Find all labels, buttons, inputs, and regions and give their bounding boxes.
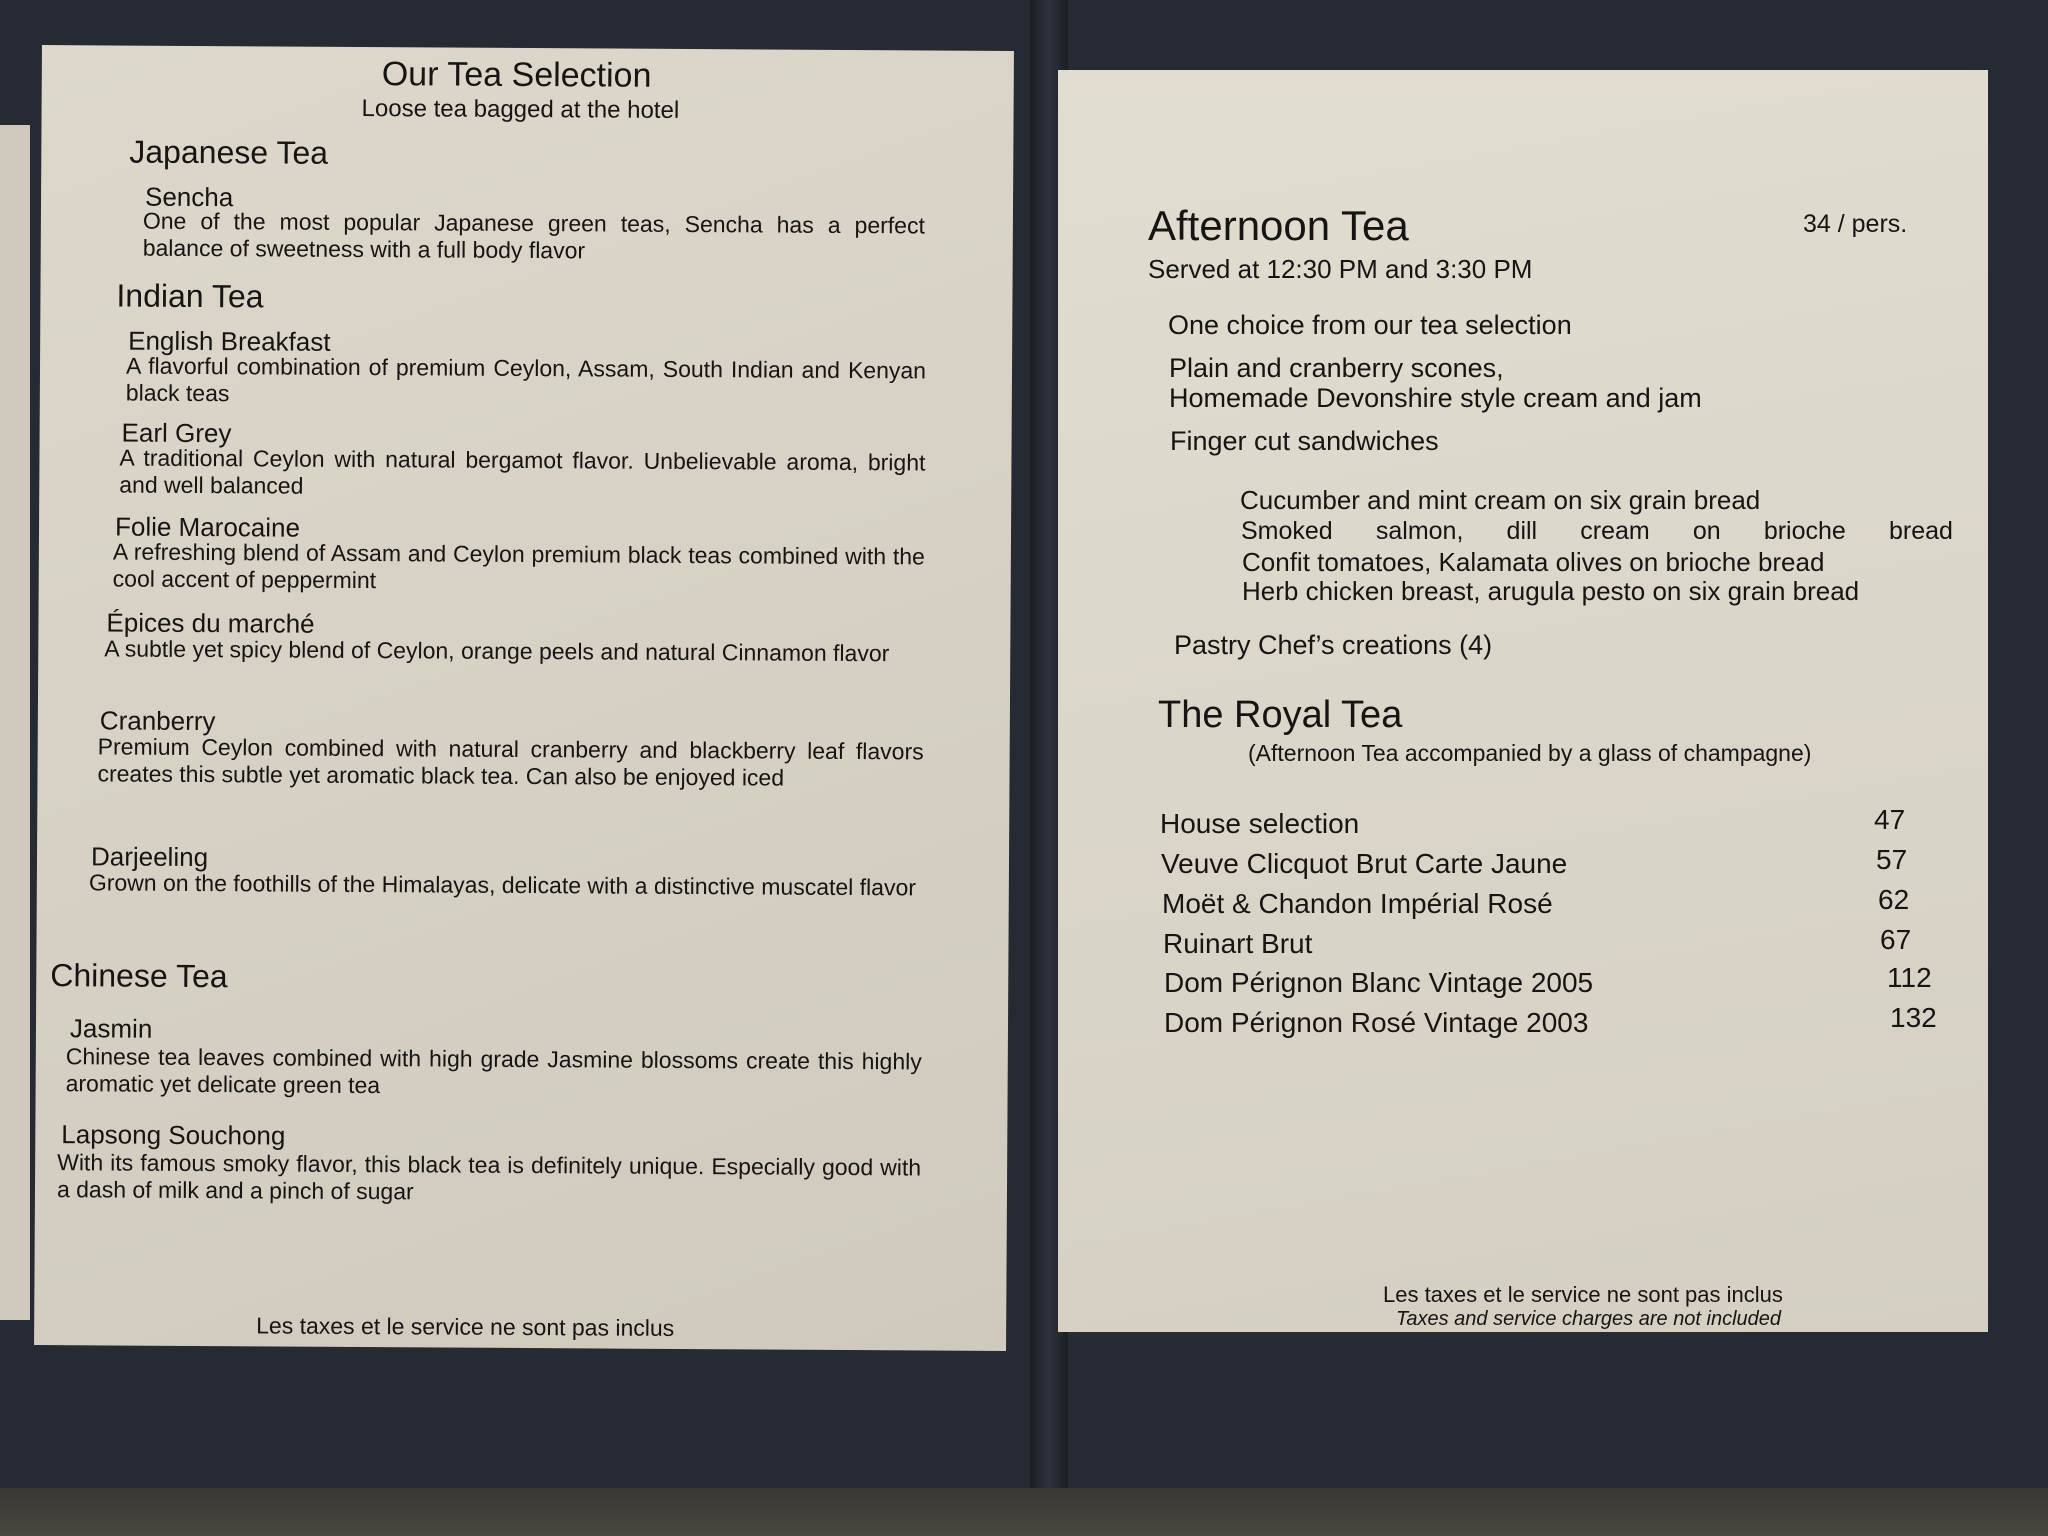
tea-name: Folie Marocaine — [114, 511, 301, 543]
royal-tea-title: The Royal Tea — [1158, 694, 1403, 736]
previous-page-edge — [0, 125, 30, 1320]
champagne-name: Ruinart Brut — [1163, 928, 1313, 959]
champagne-price: 47 — [1874, 804, 1906, 835]
tea-description: Premium Ceylon combined with natural cranberry and blackberry leaf flavors creates this subtle yet aromatic black tea. Can also be enjoyed iced — [97, 733, 924, 791]
champagne-price: 62 — [1878, 884, 1910, 915]
sandwich-item — [1241, 517, 1953, 546]
tea-description: A traditional Ceylon with natural bergamot flavor. Unbelievable aroma, bright and well balanced — [119, 444, 926, 499]
tea-selection-page — [34, 45, 1014, 1351]
serving-times: Served at 12:30 PM and 3:30 PM — [1148, 254, 1533, 284]
tea-description: One of the most popular Japanese green teas, Sencha has a perfect balance of sweetness with a full body flavor — [142, 207, 925, 264]
tea-description: With its famous smoky flavor, this black tea is definitely unique. Especially good with a dash of milk and a pinch of sugar — [56, 1149, 922, 1205]
tax-footer-fr: Les taxes et le service ne sont pas inclus — [1383, 1282, 1783, 1307]
tea-description: A subtle yet spicy blend of Ceylon, orange peels and natural Cinnamon flavor — [104, 635, 890, 667]
champagne-name: Moët & Chandon Impérial Rosé — [1162, 888, 1553, 919]
tea-name: Cranberry — [99, 705, 216, 737]
champagne-name: Dom Pérignon Blanc Vintage 2005 — [1164, 967, 1594, 998]
tea-description: A refreshing blend of Assam and Ceylon premium black teas combined with the cool accent of peppermint — [112, 538, 925, 594]
menu-line: One choice from our tea selection — [1168, 310, 1572, 340]
tea-name: Épices du marché — [106, 607, 315, 639]
sandwich-item: Confit tomatoes, Kalamata olives on brioche bread — [1242, 547, 1825, 577]
sandwich-word: cream — [1580, 517, 1650, 545]
section-heading-chinese: Chinese Tea — [50, 957, 228, 995]
afternoon-tea-price: 34 / pers. — [1803, 210, 1908, 238]
champagne-price: 67 — [1880, 924, 1912, 955]
tea-description: Chinese tea leaves combined with high grade Jasmine blossoms create this highly aromatic yet delicate green tea — [65, 1043, 922, 1099]
tea-name: English Breakfast — [128, 325, 331, 357]
table-surface — [0, 1488, 2048, 1536]
champagne-price: 112 — [1887, 962, 1932, 993]
sandwich-item: Cucumber and mint cream on six grain bread — [1240, 485, 1761, 515]
menu-line: Homemade Devonshire style cream and jam — [1169, 383, 1702, 413]
tea-name: Lapsong Souchong — [61, 1119, 286, 1151]
sandwich-word: dill — [1506, 517, 1538, 545]
champagne-price: 57 — [1876, 844, 1908, 875]
champagne-name: Veuve Clicquot Brut Carte Jaune — [1161, 848, 1568, 879]
royal-tea-subtitle: (Afternoon Tea accompanied by a glass of champagne) — [1248, 740, 1812, 766]
tea-description: Grown on the foothills of the Himalayas, delicate with a distinctive muscatel flavor — [88, 869, 917, 901]
section-heading-japanese: Japanese Tea — [129, 133, 329, 171]
sandwich-item: Herb chicken breast, arugula pesto on six grain bread — [1242, 576, 1860, 606]
sandwich-word: Smoked — [1241, 517, 1333, 545]
afternoon-tea-page — [1058, 70, 1988, 1332]
section-heading-indian: Indian Tea — [116, 277, 264, 315]
tea-name: Jasmin — [69, 1013, 153, 1044]
tax-footer: Les taxes et le service ne sont pas inclus — [256, 1312, 675, 1341]
tea-name: Sencha — [144, 181, 234, 213]
sandwich-word: salmon, — [1375, 517, 1464, 545]
sandwich-word: bread — [1888, 517, 1953, 545]
tea-name: Earl Grey — [121, 417, 232, 449]
page-title: Our Tea Selection — [381, 55, 652, 95]
tea-description: A flavorful combination of premium Ceylon, Assam, South Indian and Kenyan black teas — [125, 352, 927, 407]
afternoon-tea-title: Afternoon Tea — [1148, 202, 1409, 249]
sandwich-word: on — [1692, 517, 1721, 545]
sandwiches-heading: Finger cut sandwiches — [1170, 426, 1439, 456]
sandwich-word: brioche — [1763, 517, 1846, 545]
tax-footer-en: Taxes and service charges are not included — [1396, 1308, 1782, 1330]
champagne-name: House selection — [1160, 808, 1360, 839]
tea-name: Darjeeling — [90, 841, 209, 873]
champagne-price: 132 — [1890, 1002, 1937, 1033]
menu-line: Plain and cranberry scones, — [1169, 353, 1504, 383]
page-subtitle: Loose tea bagged at the hotel — [361, 94, 680, 124]
pastry-line: Pastry Chef’s creations (4) — [1174, 630, 1493, 660]
champagne-name: Dom Pérignon Rosé Vintage 2003 — [1164, 1007, 1589, 1038]
